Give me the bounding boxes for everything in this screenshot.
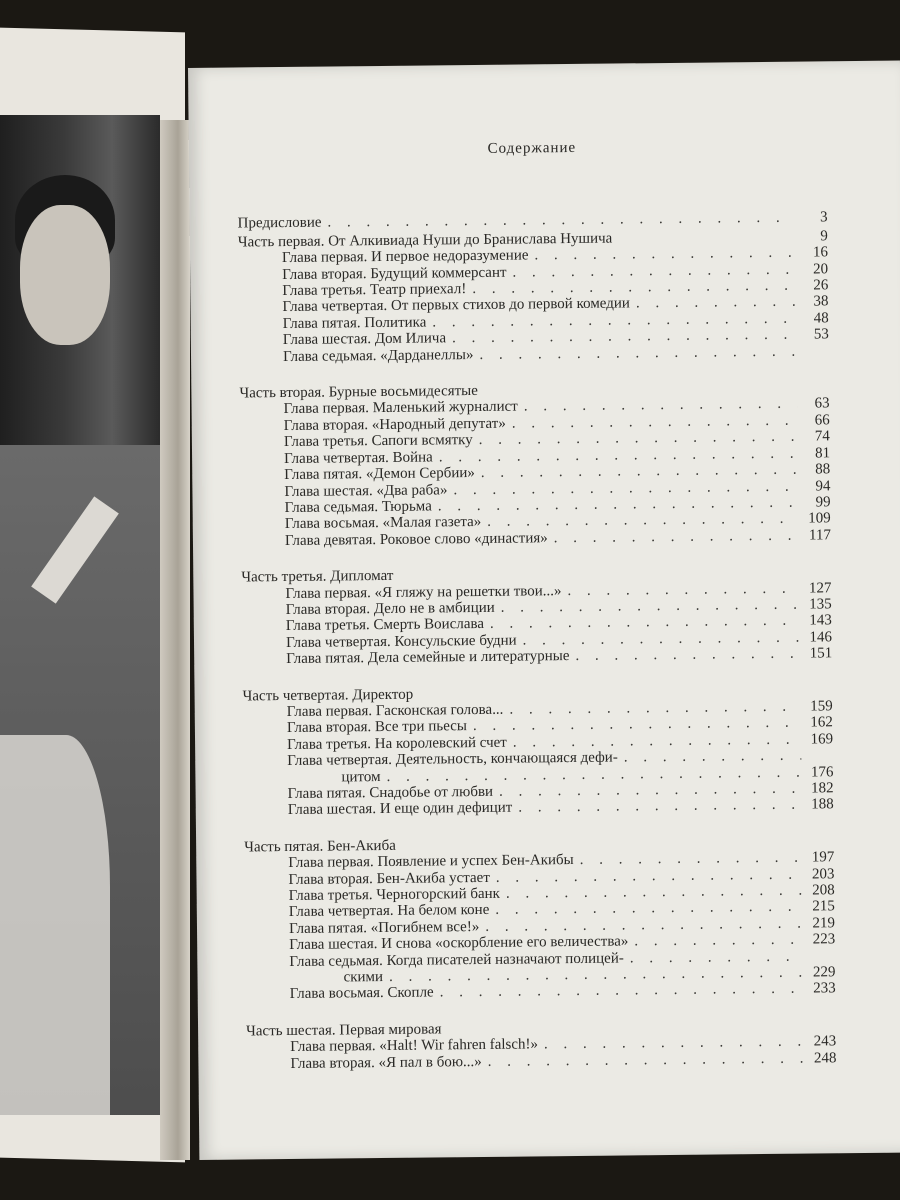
leader-dots [624,748,802,766]
entry-label: Глава первая. Гасконская голова... [286,701,504,720]
frontispiece-photo [0,115,160,1115]
leader-dots [634,932,803,950]
entry-label: Глава пятая. «Демон Сербии» [284,465,475,484]
entry-label-continuation: скими [343,969,384,986]
leader-dots [636,294,797,312]
entry-label: Глава первая. «Halt! Wir fahren falsch!» [290,1036,539,1056]
entry-label: Глава четвертая. Консульские будни [285,632,517,651]
entry-page: 248 [813,1049,837,1067]
leader-dots [479,343,797,363]
entry-page: 135 [809,596,832,613]
entry-page: 197 [811,849,835,866]
entry-label: Глава шестая. И еще один дефицит [287,800,513,819]
entry-page: 223 [812,931,836,948]
entry-page: 109 [808,510,831,527]
entry-page: 188 [811,796,834,813]
entry-page: 16 [812,244,829,261]
entry-page: 74 [814,428,830,445]
entry-label: Предисловие [237,215,322,232]
entry-page: 243 [813,1033,837,1050]
entry-page: 3 [820,209,828,226]
part-title: Часть шестая. Первая мировая [246,1021,442,1040]
part-title: Часть третья. Дипломат [241,568,394,586]
entry-page: 162 [810,714,833,731]
entry-label: Глава вторая. Будущий коммерсант [282,264,507,283]
entry-label: Глава вторая. «Народный депутат» [283,415,506,434]
entry-page: 182 [810,780,834,797]
leader-dots [575,646,800,665]
entry-label: Глава первая. Маленький журналист [283,399,518,418]
entry-page: 88 [815,461,831,478]
page-title: Содержание [487,139,577,157]
entry-label: Глава восьмая. Скопле [289,984,434,1003]
entry-page: 169 [810,731,834,748]
entry-page: 127 [808,579,832,597]
entry-page: 219 [812,915,836,932]
entry-page: 38 [813,293,829,310]
entry-label: Глава девятая. Роковое слово «династия» [284,529,548,549]
book-gutter [160,120,190,1160]
entry-page: 203 [811,865,835,883]
entry-label: Глава третья. Сапоги всмятку [283,432,473,451]
entry-label: Глава пятая. «Погибнем все!» [288,918,480,937]
leader-dots [630,948,804,966]
entry-label: Глава седьмая. Тюрьма [284,498,432,516]
entry-label: Глава пятая. Снадобье от любви [287,783,494,802]
entry-label: Глава четвертая. Война [284,449,433,467]
entry-page: 176 [810,763,834,781]
entry-page: 81 [814,444,831,462]
entry-page: 20 [813,260,829,278]
entry-page: 63 [814,395,830,412]
part-title: Часть четвертая. Директор [242,686,414,705]
entry-label: Глава пятая. Политика [282,314,427,332]
entry-label: Глава четвертая. Деятельность, кончающаяся дефи- [287,749,618,770]
entry-label: Глава пятая. Дела семейные и литературные [286,648,570,668]
entry-label: Глава третья. Театр приехал! [282,281,467,300]
entry-page: 215 [812,898,835,915]
leader-dots [518,797,802,816]
entry-label: Глава шестая. Дом Илича [282,330,447,349]
entry-label: Глава первая. Появление и успех Бен-Акибы [288,852,574,872]
entry-page: 146 [809,629,833,646]
entry-page: 143 [809,612,832,629]
entry-page: 99 [815,494,831,511]
entry-page: 233 [813,980,836,997]
entry-page: 53 [813,326,829,343]
part-title: Часть первая. От Алкивиада Нуши до Бранислава Нушича [237,230,613,251]
entry-label: Глава вторая. Дело не в амбиции [285,599,495,618]
entry-label: Глава третья. На королевский счет [287,734,507,753]
entry-label: Глава третья. Смерть Воислава [285,616,485,635]
parts-list [238,228,837,1072]
entry-label-continuation: цитом [341,768,381,786]
leader-dots [327,210,795,231]
entry-label: Глава седьмая. «Дарданеллы» [282,346,474,365]
entry-page: 151 [809,645,833,662]
entry-page: 94 [815,477,831,494]
entry-label: Глава вторая. Все три пьесы [286,718,468,737]
contents-page [188,61,900,1160]
part-page: 9 [820,228,828,245]
entry-page: 208 [812,882,835,899]
entry-label: Глава четвертая. На белом коне [288,902,490,921]
part-title: Часть вторая. Бурные восьмидесятые [239,383,478,402]
part-title: Часть пятая. Бен-Акиба [244,837,396,856]
leader-dots [488,1050,805,1070]
entry-label: Глава вторая. «Я пал в бою...» [290,1053,482,1072]
entry-label: Глава первая. И первое недоразумение [281,247,529,267]
entry-label: Глава восьмая. «Малая газета» [284,514,482,533]
entry-page: 26 [813,277,829,294]
entry-label: Глава вторая. Бен-Акиба устает [288,869,490,888]
entry-page: 159 [810,698,833,715]
entry-page: 117 [808,527,832,544]
entry-label: Глава шестая. «Два раба» [284,481,448,500]
table-of-contents [236,101,836,1072]
entry-label: Глава шестая. И снова «оскорбление его величества» [289,933,629,954]
entry-label: Глава третья. Черногорский банк [288,885,500,905]
entry-page: 48 [813,310,829,327]
entry-label: Глава седьмая. Когда писателей назначают полицей- [289,950,624,970]
entry-page: 229 [812,964,836,981]
leader-dots [554,527,799,546]
entry-label: Глава первая. «Я гляжу на решетки твои...» [285,582,562,602]
entry-label: Глава четвертая. От первых стихов до первой комедии [282,295,631,316]
entry-page: 66 [814,412,830,429]
